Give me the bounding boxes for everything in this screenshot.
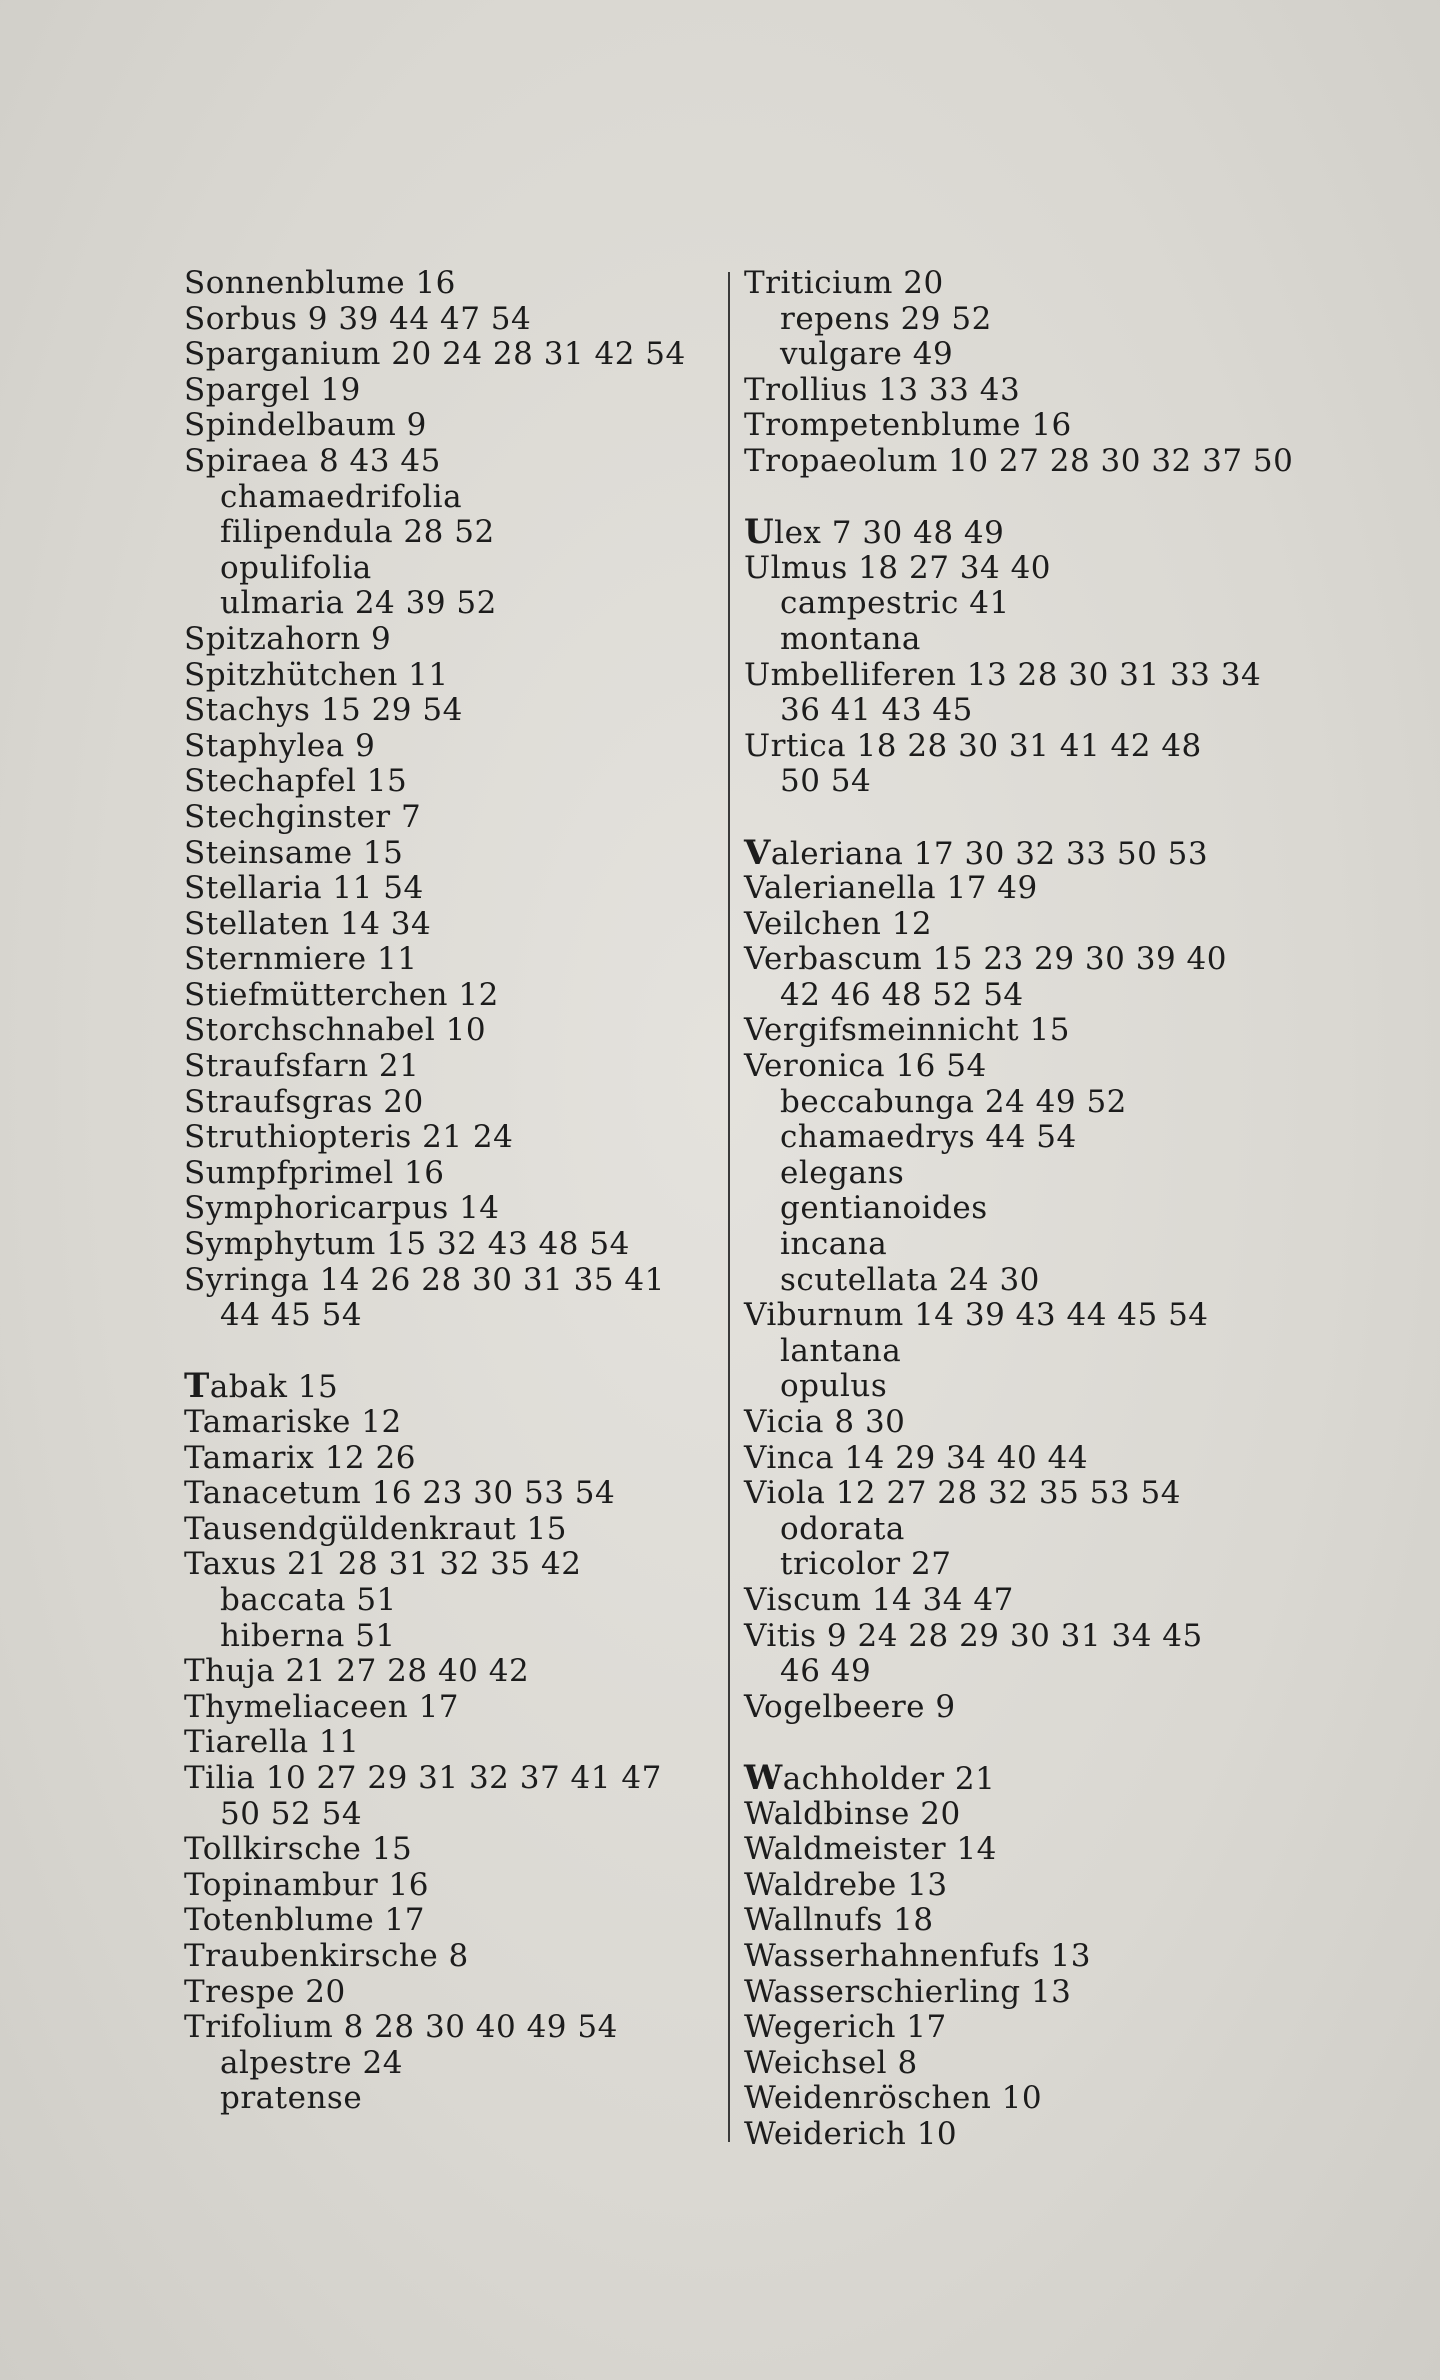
index-entry-text: hiberna 51 (220, 1617, 396, 1654)
index-entry-text: campestric 41 (780, 585, 1010, 622)
index-entry (184, 2010, 724, 2046)
index-subentry (744, 1191, 1304, 1227)
index-entry-text: Taxus 21 28 31 32 35 42 (184, 1546, 582, 1583)
index-entry (184, 942, 724, 978)
index-entry-text: Ulmus 18 27 34 40 (744, 549, 1052, 586)
index-entry-text: Waldrebe 13 (744, 1866, 948, 1903)
index-entry-text: Sumpfprimel 16 (184, 1154, 445, 1191)
index-entry (184, 693, 724, 729)
index-entry (744, 942, 1304, 978)
index-entry-text: Wasserschierling 13 (744, 1973, 1072, 2010)
index-entry (744, 1757, 1304, 1798)
index-entry-text: Trompetenblume 16 (744, 407, 1072, 444)
index-entry (184, 444, 724, 480)
index-entry (744, 1832, 1304, 1868)
column-divider (728, 272, 730, 2142)
index-entry (744, 1013, 1304, 1049)
index-subentry (184, 586, 724, 622)
section-gap (744, 800, 1304, 836)
index-entry-text: Tamarix 12 26 (184, 1439, 416, 1476)
index-entry-text: 44 45 54 (220, 1297, 363, 1334)
index-subentry (744, 1156, 1304, 1192)
index-subentry (184, 551, 724, 587)
index-entry (184, 1013, 724, 1049)
section-initial-letter: T (184, 1366, 210, 1407)
index-entry (184, 1405, 724, 1441)
index-entry-text: Triticium 20 (744, 265, 944, 301)
index-entry-text: baccata 51 (220, 1581, 397, 1618)
index-entry-text: Valerianella 17 49 (744, 870, 1038, 907)
section-initial-letter: V (744, 832, 771, 873)
index-subentry (184, 1583, 724, 1619)
index-entry (184, 1441, 724, 1477)
index-entry (744, 1939, 1304, 1975)
index-entry (744, 2117, 1304, 2153)
index-entry-text: abak 15 (209, 1369, 339, 1406)
index-entry-text: Spiraea 8 43 45 (184, 442, 441, 479)
index-entry (184, 1975, 724, 2011)
index-entry (744, 1298, 1304, 1334)
index-entry-text: Staphylea 9 (184, 727, 376, 764)
index-subentry (184, 2046, 724, 2082)
index-entry-text: Thymeliaceen 17 (184, 1688, 460, 1725)
index-entry-text: Spitzahorn 9 (184, 620, 392, 657)
index-entry-text: Traubenkirsche 8 (184, 1937, 469, 1974)
index-entry (744, 266, 1304, 302)
index-entry (744, 408, 1304, 444)
index-entry (744, 1049, 1304, 1085)
index-subentry (744, 693, 1304, 729)
index-entry (184, 373, 724, 409)
index-entry-text: Sternmiere 11 (184, 941, 418, 978)
index-entry-text: Spindelbaum 9 (184, 407, 427, 444)
index-entry (184, 1868, 724, 1904)
index-entry (184, 836, 724, 872)
index-subentry (744, 764, 1304, 800)
index-entry-text: filipendula 28 52 (220, 514, 495, 551)
index-entry-text: Topinambur 16 (184, 1866, 429, 1903)
index-entry (744, 551, 1304, 587)
index-entry (744, 1975, 1304, 2011)
index-entry-text: Weiderich 10 (744, 2115, 958, 2152)
index-entry-text: scutellata 24 30 (780, 1261, 1040, 1298)
index-subentry (744, 622, 1304, 658)
index-entry-text: Stechginster 7 (184, 798, 422, 835)
index-entry (744, 1868, 1304, 1904)
index-entry-text: Stiefmütterchen 12 (184, 976, 499, 1013)
index-entry-text: Wasserhahnenfufs 13 (744, 1937, 1091, 1974)
index-entry (744, 871, 1304, 907)
index-entry (744, 907, 1304, 943)
index-entry-text: alpestre 24 (220, 2044, 403, 2081)
index-entry (744, 832, 1304, 873)
index-entry-text: Straufsgras 20 (184, 1083, 424, 1120)
index-entry-text: Spargel 19 (184, 371, 361, 408)
index-entry (184, 1690, 724, 1726)
index-entry (744, 729, 1304, 765)
index-entry-text: Waldmeister 14 (744, 1831, 997, 1868)
index-entry-text: Weichsel 8 (744, 2044, 918, 2081)
index-entry (744, 2010, 1304, 2046)
index-subentry (184, 1298, 724, 1334)
index-entry-text: vulgare 49 (780, 336, 954, 373)
index-entry-text: elegans (780, 1154, 905, 1191)
index-entry-text: Sorbus 9 39 44 47 54 (184, 300, 532, 337)
section-gap (184, 1334, 724, 1370)
section-gap (744, 1725, 1304, 1761)
index-entry-text: Tollkirsche 15 (184, 1831, 413, 1868)
index-entry-text: lantana (780, 1332, 902, 1369)
section-gap (744, 480, 1304, 516)
index-entry (184, 408, 724, 444)
index-subentry (744, 1263, 1304, 1299)
index-entry (184, 1761, 724, 1797)
index-entry-text: Tilia 10 27 29 31 32 37 41 47 (184, 1759, 662, 1796)
index-entry (184, 1156, 724, 1192)
index-column-right (744, 266, 1304, 2152)
index-entry (184, 1049, 724, 1085)
index-subentry (744, 1654, 1304, 1690)
index-entry-text: Stachys 15 29 54 (184, 692, 463, 729)
index-entry-text: 50 54 (780, 763, 872, 800)
index-entry (184, 1476, 724, 1512)
index-entry-text: lex 7 30 48 49 (774, 515, 1005, 552)
index-subentry (744, 1227, 1304, 1263)
index-entry (184, 800, 724, 836)
index-column-left (184, 266, 724, 2117)
index-entry-text: Straufsfarn 21 (184, 1048, 420, 1085)
index-entry-text: Thuja 21 27 28 40 42 (184, 1653, 530, 1690)
index-entry (184, 658, 724, 694)
index-entry-text: Tausendgüldenkraut 15 (184, 1510, 567, 1547)
index-entry-text: montana (780, 620, 921, 657)
index-entry-text: Trespe 20 (184, 1973, 346, 2010)
index-entry (744, 1441, 1304, 1477)
index-entry-text: Sparganium 20 24 28 31 42 54 (184, 336, 686, 373)
index-entry (184, 729, 724, 765)
index-entry-text: Tamariske 12 (184, 1404, 402, 1440)
index-entry-text: Vogelbeere 9 (744, 1688, 956, 1725)
index-entry-text: Viburnum 14 39 43 44 45 54 (744, 1297, 1209, 1334)
index-subentry (744, 337, 1304, 373)
index-entry-text: Veilchen 12 (744, 905, 933, 942)
index-entry-text: Totenblume 17 (184, 1902, 425, 1939)
index-entry (744, 1903, 1304, 1939)
index-entry (184, 1085, 724, 1121)
index-entry-text: Stellaten 14 34 (184, 905, 432, 942)
index-entry-text: Tiarella 11 (184, 1724, 360, 1761)
index-entry (744, 1583, 1304, 1619)
index-entry-text: incana (780, 1226, 888, 1263)
section-initial-letter: W (744, 1757, 783, 1798)
index-subentry (744, 1512, 1304, 1548)
index-entry-text: Symphytum 15 32 43 48 54 (184, 1226, 630, 1263)
index-entry-text: aleriana 17 30 32 33 50 53 (770, 835, 1209, 872)
index-entry (184, 1725, 724, 1761)
index-entry (744, 512, 1304, 553)
index-entry (184, 337, 724, 373)
index-entry-text: Vicia 8 30 (744, 1404, 906, 1440)
index-entry-text: pratense (220, 2080, 363, 2117)
index-entry-text: Viola 12 27 28 32 35 53 54 (744, 1475, 1181, 1512)
index-subentry (744, 978, 1304, 1014)
index-subentry (744, 1120, 1304, 1156)
index-entry-text: Wegerich 17 (744, 2009, 947, 2046)
index-entry (184, 907, 724, 943)
index-entry-text: Storchschnabel 10 (184, 1012, 487, 1049)
index-entry (184, 978, 724, 1014)
index-entry-text: 46 49 (780, 1653, 872, 1690)
index-subentry (744, 1369, 1304, 1405)
index-entry-text: opulus (780, 1368, 888, 1405)
index-entry-text: Weidenröschen 10 (744, 2080, 1043, 2117)
index-entry (184, 1263, 724, 1299)
index-subentry (744, 302, 1304, 338)
index-entry-text: Vergifsmeinnicht 15 (744, 1012, 1070, 1049)
index-entry-text: Steinsame 15 (184, 834, 404, 871)
index-entry-text: Tropaeolum 10 27 28 30 32 37 50 (744, 442, 1294, 479)
index-entry (184, 1366, 724, 1407)
index-entry (744, 1797, 1304, 1833)
index-entry (744, 1619, 1304, 1655)
index-entry-text: Stellaria 11 54 (184, 870, 424, 907)
index-entry (744, 1405, 1304, 1441)
index-entry-text: Viscum 14 34 47 (744, 1581, 1014, 1618)
index-entry-text: repens 29 52 (780, 300, 992, 337)
index-entry-text: Spitzhütchen 11 (184, 656, 449, 693)
index-entry-text: Symphoricarpus 14 (184, 1190, 500, 1227)
index-subentry (184, 515, 724, 551)
index-entry-text: Veronica 16 54 (744, 1048, 987, 1085)
index-entry-text: Sonnenblume 16 (184, 265, 456, 301)
index-entry-text: achholder 21 (782, 1760, 996, 1797)
index-entry-text: opulifolia (220, 549, 372, 586)
index-entry (744, 1476, 1304, 1512)
index-entry-text: Tanacetum 16 23 30 53 54 (184, 1475, 616, 1512)
index-entry-text: Vitis 9 24 28 29 30 31 34 45 (744, 1617, 1203, 1654)
index-entry-text: chamaedrifolia (220, 478, 463, 515)
index-entry-text: chamaedrys 44 54 (780, 1119, 1077, 1156)
index-entry (744, 2046, 1304, 2082)
index-entry (184, 302, 724, 338)
index-entry-text: Trollius 13 33 43 (744, 371, 1021, 408)
index-subentry (744, 1334, 1304, 1370)
index-entry (184, 1939, 724, 1975)
index-entry (184, 1120, 724, 1156)
index-entry (184, 266, 724, 302)
index-entry (184, 622, 724, 658)
index-entry-text: Vinca 14 29 34 40 44 (744, 1439, 1089, 1476)
index-entry-text: beccabunga 24 49 52 (780, 1083, 1127, 1120)
index-entry (744, 444, 1304, 480)
index-subentry (184, 1797, 724, 1833)
index-entry (744, 373, 1304, 409)
index-subentry (744, 1085, 1304, 1121)
index-entry (184, 1227, 724, 1263)
index-subentry (744, 1547, 1304, 1583)
index-entry (184, 1512, 724, 1548)
index-subentry (184, 1619, 724, 1655)
index-entry (184, 1191, 724, 1227)
index-entry-text: gentianoides (780, 1190, 988, 1227)
index-entry (184, 1547, 724, 1583)
index-entry (744, 658, 1304, 694)
index-subentry (184, 2081, 724, 2117)
index-entry (184, 1832, 724, 1868)
index-entry (184, 764, 724, 800)
index-entry-text: Trifolium 8 28 30 40 49 54 (184, 2009, 618, 2046)
index-entry-text: Umbelliferen 13 28 30 31 33 34 (744, 656, 1262, 693)
section-initial-letter: U (744, 512, 775, 553)
index-entry-text: Waldbinse 20 (744, 1795, 961, 1832)
index-entry (744, 1690, 1304, 1726)
index-entry-text: Verbascum 15 23 29 30 39 40 (744, 941, 1227, 978)
index-entry-text: odorata (780, 1510, 905, 1547)
index-subentry (744, 586, 1304, 622)
index-entry-text: Urtica 18 28 30 31 41 42 48 (744, 727, 1202, 764)
index-subentry (184, 480, 724, 516)
index-entry-text: 50 52 54 (220, 1795, 363, 1832)
index-entry-text: 42 46 48 52 54 (780, 976, 1024, 1013)
index-entry (184, 1654, 724, 1690)
index-entry-text: Stechapfel 15 (184, 763, 408, 800)
index-entry (184, 871, 724, 907)
index-entry-text: Syringa 14 26 28 30 31 35 41 (184, 1261, 665, 1298)
index-entry (184, 1903, 724, 1939)
index-entry-text: Struthiopteris 21 24 (184, 1119, 514, 1156)
index-entry-text: ulmaria 24 39 52 (220, 585, 497, 622)
index-entry-text: tricolor 27 (780, 1546, 952, 1583)
index-entry-text: 36 41 43 45 (780, 692, 973, 729)
index-entry-text: Wallnufs 18 (744, 1902, 934, 1939)
index-entry (744, 2081, 1304, 2117)
